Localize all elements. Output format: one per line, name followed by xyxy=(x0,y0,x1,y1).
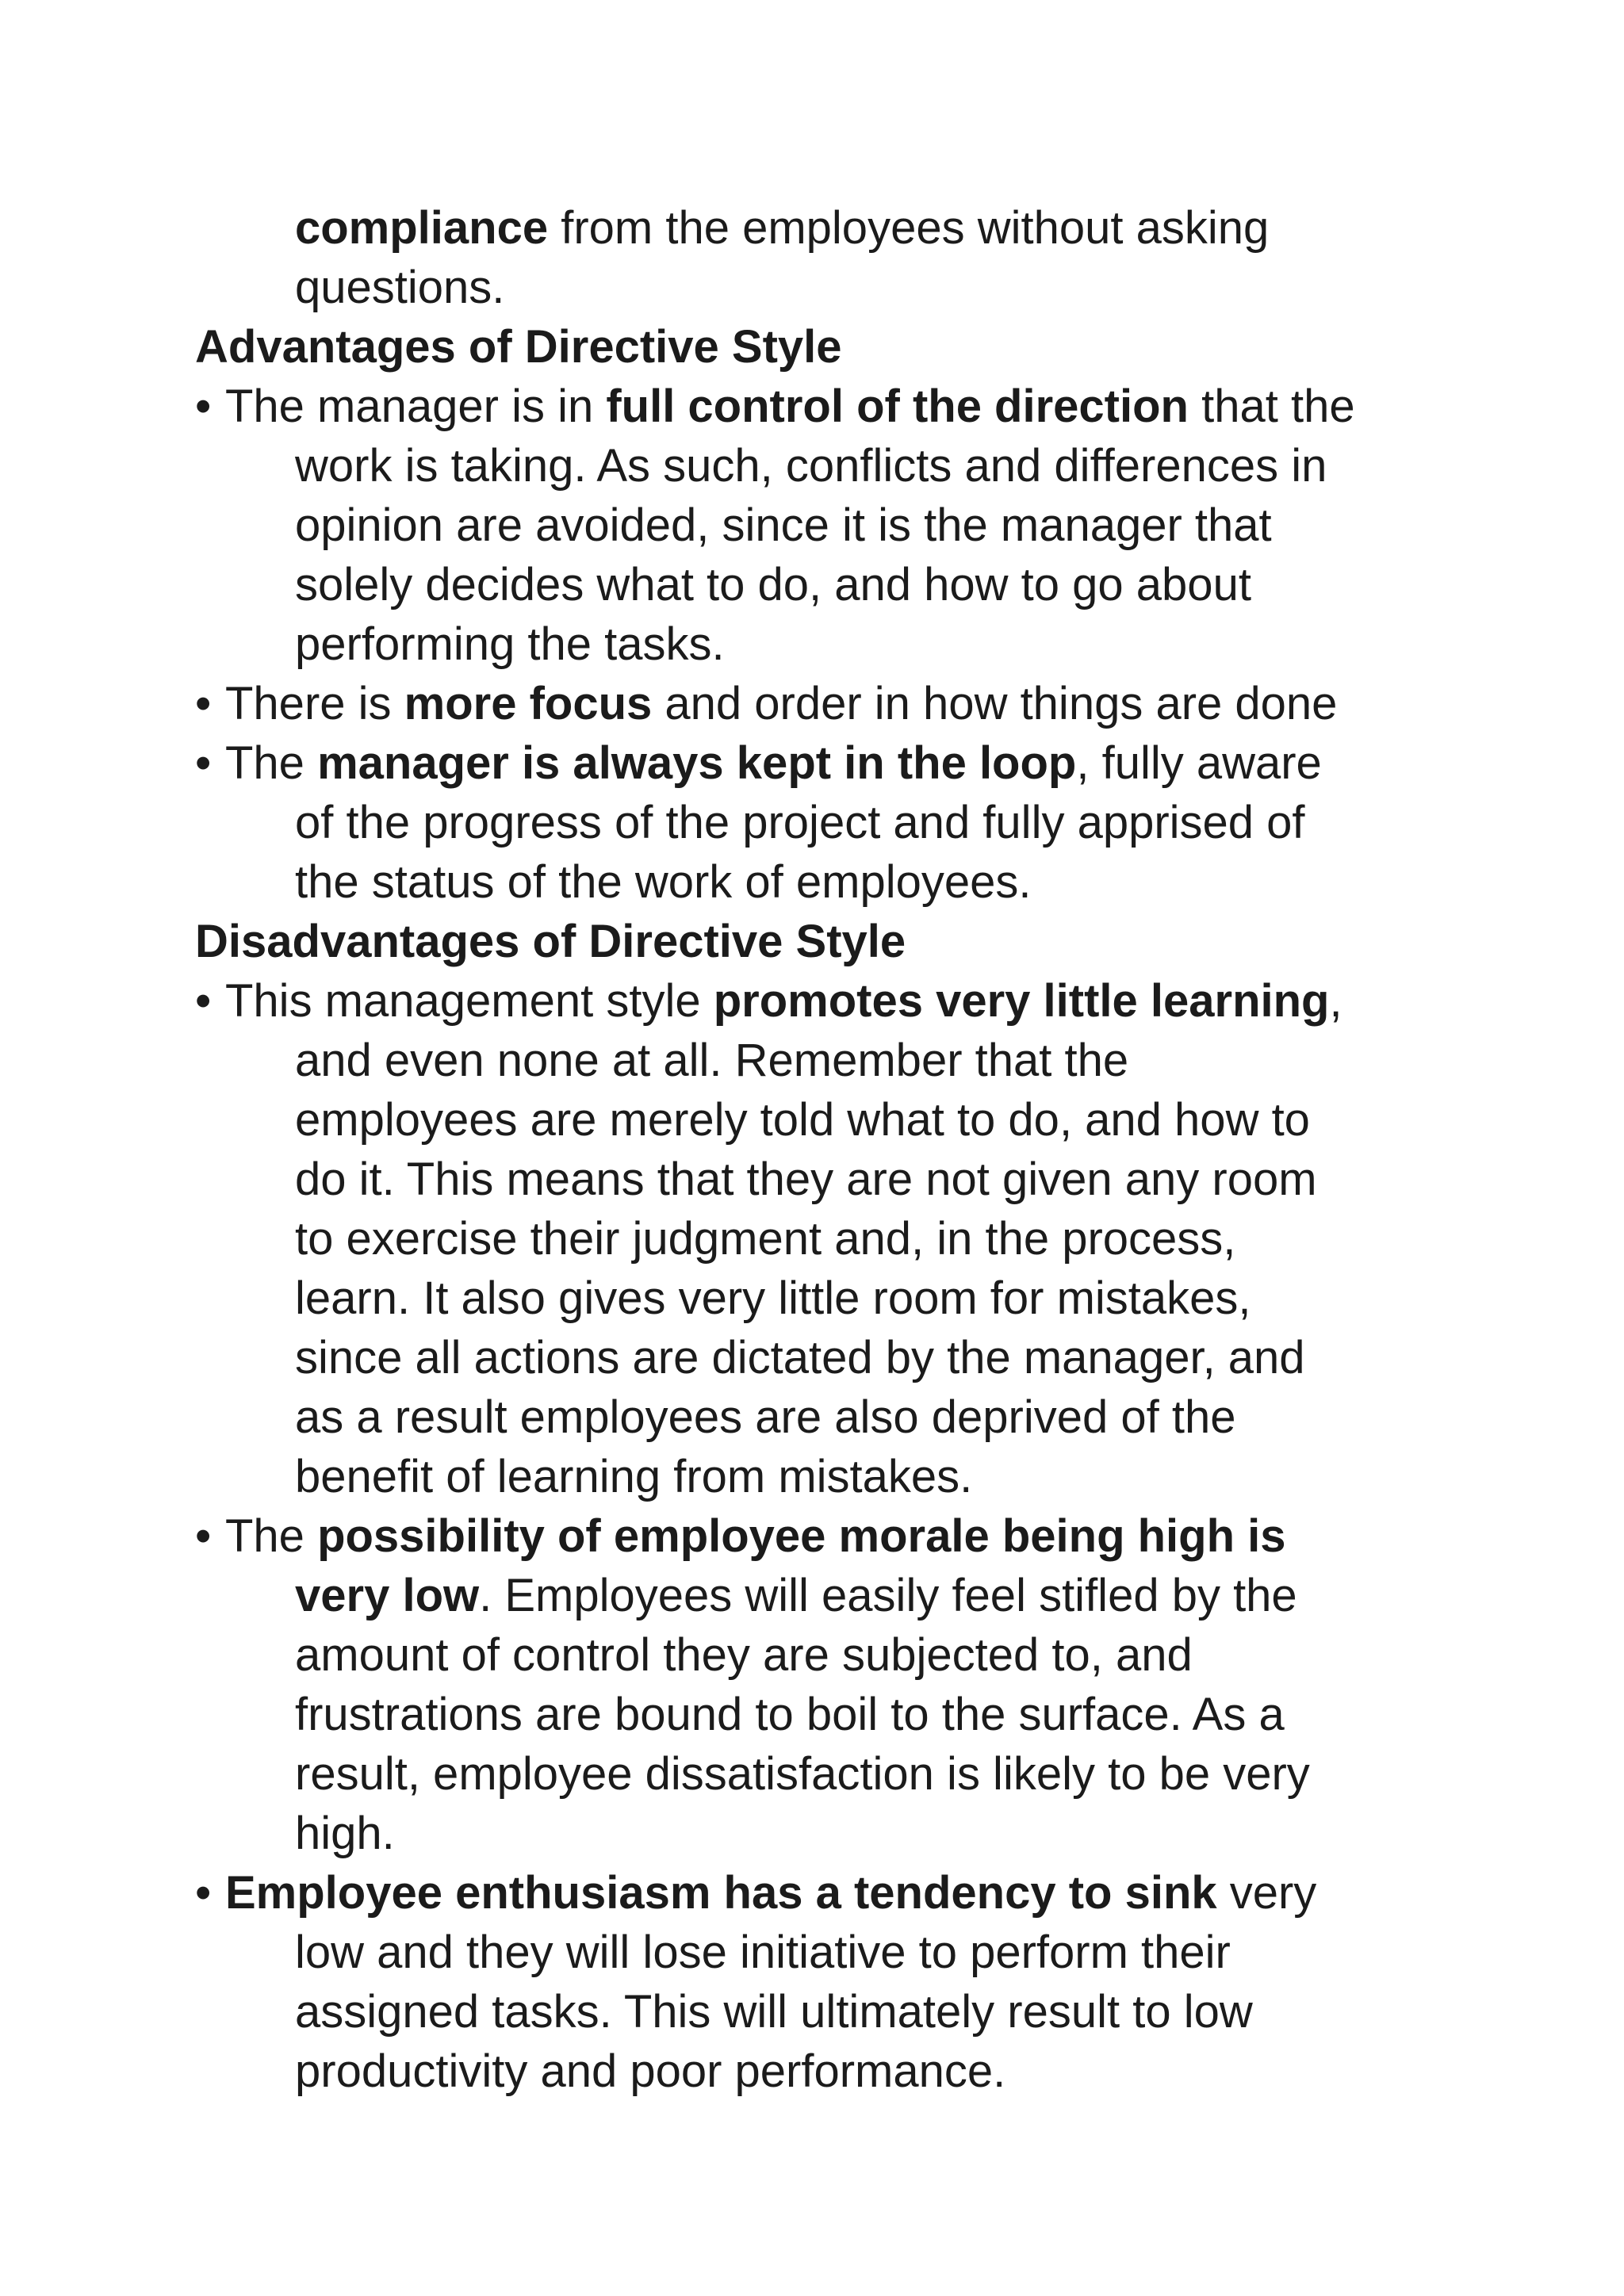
advantage-item xyxy=(195,674,1511,733)
line-text: to exercise their judgment and, in the process, xyxy=(295,1213,1236,1265)
line-text: opinion are avoided, since it is the manager that xyxy=(295,499,1272,551)
line-bold: promotes very little learning xyxy=(713,975,1330,1027)
line-text: The xyxy=(225,1510,318,1562)
line-text: productivity and poor performance. xyxy=(295,2045,1006,2097)
line-text: , xyxy=(1329,975,1342,1027)
line-text: and order in how things are done xyxy=(652,678,1338,729)
line-text: and even none at all. Remember that the xyxy=(295,1035,1129,1086)
line-text: do it. This means that they are not given any room xyxy=(295,1154,1317,1205)
line-text: work is taking. As such, conflicts and differences in xyxy=(295,440,1327,492)
line-bold: full control of the direction xyxy=(606,381,1189,432)
line-text: employees are merely told what to do, and how to xyxy=(295,1094,1310,1146)
line-text: learn. It also gives very little room for mistakes, xyxy=(295,1272,1251,1324)
line-text: high. xyxy=(295,1808,395,1859)
advantage-item xyxy=(195,733,1511,912)
line-text: frustrations are bound to boil to the surface. As a xyxy=(295,1689,1285,1740)
line-bold: more focus xyxy=(404,678,653,729)
line-text: very xyxy=(1216,1867,1317,1919)
bullet-glyph: • xyxy=(195,975,212,1027)
intro-text-2: questions. xyxy=(295,262,505,313)
line-text: result, employee dissatisfaction is likely to be very xyxy=(295,1748,1310,1800)
line-bold: very low xyxy=(295,1570,480,1621)
bullet-glyph: • xyxy=(195,1867,212,1919)
line-text: of the progress of the project and fully apprised of xyxy=(295,797,1305,848)
body-text xyxy=(195,198,1511,2101)
line-text: the status of the work of employees. xyxy=(295,856,1032,908)
disadvantages-heading: Disadvantages of Directive Style xyxy=(195,916,906,967)
line-text: as a result employees are also deprived of the xyxy=(295,1391,1236,1443)
line-text: The xyxy=(225,737,318,789)
disadvantage-item xyxy=(195,1506,1511,1863)
line-bold: Employee enthusiasm has a tendency to sink xyxy=(225,1867,1217,1919)
line-text: performing the tasks. xyxy=(295,618,725,670)
intro-paragraph xyxy=(295,198,1511,317)
line-text: amount of control they are subjected to, and xyxy=(295,1629,1193,1681)
line-text: There is xyxy=(225,678,404,729)
advantage-item xyxy=(195,377,1511,674)
intro-bold: compliance xyxy=(295,202,549,254)
line-text: assigned tasks. This will ultimately result to low xyxy=(295,1986,1253,2038)
line-text: This management style xyxy=(225,975,714,1027)
line-bold: possibility of employee morale being high is xyxy=(317,1510,1286,1562)
line-text: , fully aware xyxy=(1076,737,1322,789)
line-text: benefit of learning from mistakes. xyxy=(295,1451,973,1502)
advantages-heading: Advantages of Directive Style xyxy=(195,321,842,373)
line-text: since all actions are dictated by the manager, and xyxy=(295,1332,1305,1383)
disadvantage-item xyxy=(195,1863,1511,2101)
bullet-glyph: • xyxy=(195,381,212,432)
line-text: low and they will lose initiative to perform their xyxy=(295,1927,1231,1978)
bullet-glyph: • xyxy=(195,1510,212,1562)
intro-text-1: from the employees without asking xyxy=(548,202,1270,254)
line-text: . Employees will easily feel stifled by the xyxy=(479,1570,1297,1621)
bullet-glyph: • xyxy=(195,737,212,789)
bullet-glyph: • xyxy=(195,678,212,729)
disadvantage-item xyxy=(195,971,1511,1506)
line-text: solely decides what to do, and how to go about xyxy=(295,559,1251,610)
line-bold: manager is always kept in the loop xyxy=(317,737,1077,789)
line-text: The manager is in xyxy=(225,381,607,432)
line-text: that the xyxy=(1188,381,1355,432)
